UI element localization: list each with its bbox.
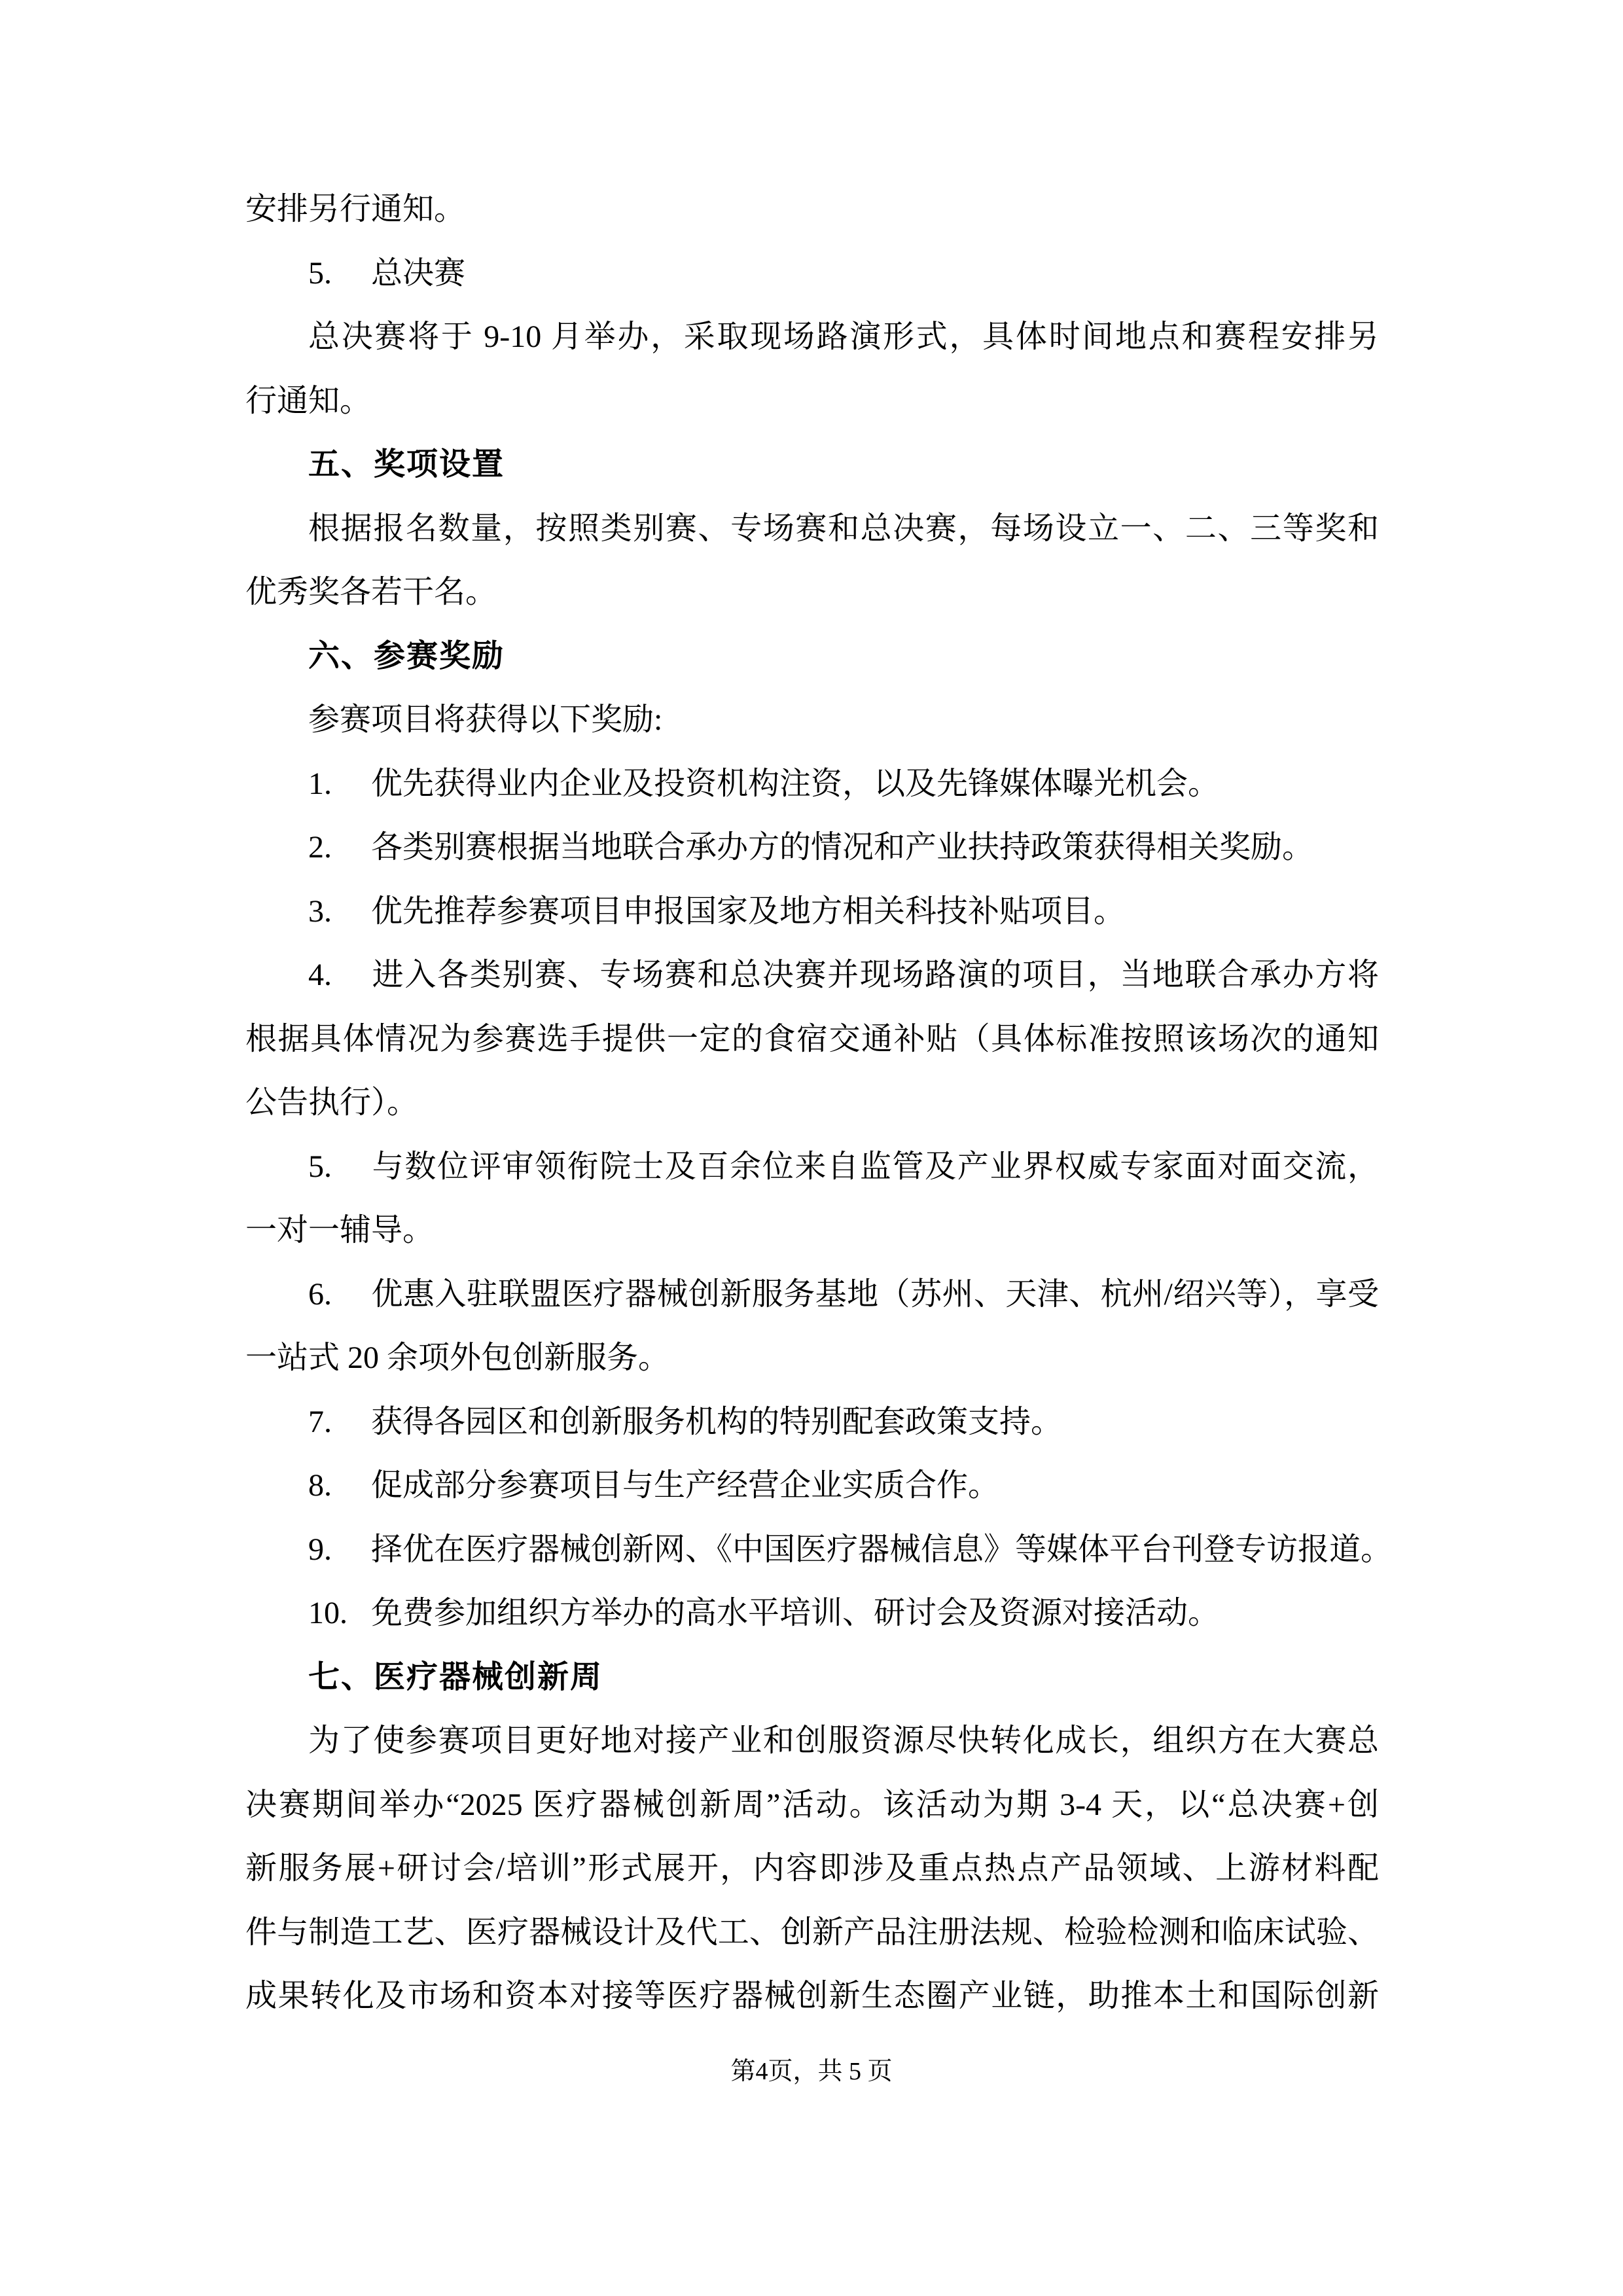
text-line — [245, 1390, 1379, 1454]
line-text: 优先获得业内企业及投资机构注资，以及先锋媒体曝光机会。 — [371, 766, 1220, 801]
line-text: 一站式 20 余项外包创新服务。 — [245, 1340, 670, 1375]
text-line — [245, 1709, 1379, 1773]
document-body — [245, 0, 1393, 2296]
list-number: 9. — [308, 1532, 332, 1567]
line-text: 进入各类别赛、专场赛和总决赛并现场路演的项目，当地联合承办方将 — [371, 958, 1379, 992]
section-heading — [245, 1645, 1379, 1710]
line-text: 促成部分参赛项目与生产经营企业实质合作。 — [371, 1468, 1000, 1503]
text-line — [245, 1901, 1379, 1965]
line-text: 优秀奖各若干名。 — [245, 575, 497, 609]
list-number: 3. — [308, 894, 332, 929]
line-text: 一对一辅导。 — [245, 1213, 435, 1247]
line-text: 优惠入驻联盟医疗器械创新服务基地（苏州、天津、杭州/绍兴等），享受 — [371, 1277, 1379, 1312]
line-text: 安排另行通知。 — [245, 192, 466, 226]
line-text: 参赛项目将获得以下奖励: — [308, 702, 663, 737]
text-line — [245, 1007, 1379, 1071]
page-footer: 第4页，共 5 页 — [730, 2058, 893, 2085]
line-text: 决赛期间举办“2025 医疗器械创新周”活动。该活动为期 3-4 天，以“总决赛+创 — [245, 1787, 1379, 1822]
text-line — [245, 752, 1379, 816]
text-line — [245, 1773, 1379, 1837]
text-line — [245, 1837, 1379, 1901]
section-heading — [245, 624, 1379, 689]
text-line — [245, 688, 1379, 752]
text-line — [245, 1198, 1379, 1263]
text-line — [245, 242, 1379, 306]
text-line — [245, 1263, 1379, 1327]
text-line — [245, 1964, 1379, 2028]
list-number: 5. — [308, 1149, 332, 1184]
list-number: 5. — [308, 256, 332, 291]
text-line — [245, 560, 1379, 624]
list-number: 10. — [308, 1596, 348, 1630]
line-text: 新服务展+研讨会/培训”形式展开，内容即涉及重点热点产品领域、上游材料配 — [245, 1851, 1379, 1886]
text-line — [245, 880, 1379, 944]
line-text: 七、医疗器械创新周 — [308, 1660, 603, 1695]
line-text: 总决赛 — [371, 256, 466, 291]
line-text: 根据报名数量，按照类别赛、专场赛和总决赛，每场设立一、二、三等奖和 — [308, 511, 1379, 546]
line-text: 六、参赛奖励 — [308, 639, 505, 673]
line-text: 件与制造工艺、医疗器械设计及代工、创新产品注册法规、检验检测和临床试验、 — [245, 1915, 1379, 1950]
text-line — [245, 177, 1379, 242]
line-text: 行通知。 — [245, 384, 372, 418]
text-line — [245, 1326, 1379, 1390]
text-line — [245, 1581, 1379, 1645]
line-text: 成果转化及市场和资本对接等医疗器械创新生态圈产业链，助推本土和国际创新 — [245, 1979, 1379, 2013]
list-number: 1. — [308, 766, 332, 801]
line-text: 为了使参赛项目更好地对接产业和创服资源尽快转化成长，组织方在大赛总 — [308, 1723, 1379, 1758]
list-number: 6. — [308, 1277, 332, 1312]
text-line — [245, 1071, 1379, 1135]
text-line — [245, 305, 1379, 369]
line-text: 优先推荐参赛项目申报国家及地方相关科技补贴项目。 — [371, 894, 1126, 929]
text-line — [245, 1454, 1379, 1518]
list-number: 7. — [308, 1405, 332, 1439]
line-text: 择优在医疗器械创新网、《中国医疗器械信息》等媒体平台刊登专访报道。 — [371, 1532, 1393, 1567]
line-text: 免费参加组织方举办的高水平培训、研讨会及资源对接活动。 — [371, 1596, 1220, 1630]
line-text: 与数位评审领衔院士及百余位来自监管及产业界权威专家面对面交流， — [371, 1149, 1379, 1184]
text-line — [245, 943, 1379, 1007]
list-number: 4. — [308, 958, 332, 992]
line-text: 各类别赛根据当地联合承办方的情况和产业扶持政策获得相关奖励。 — [371, 830, 1314, 865]
line-text: 总决赛将于 9-10 月举办，采取现场路演形式，具体时间地点和赛程安排另 — [308, 319, 1379, 354]
text-line — [245, 497, 1379, 561]
line-text: 获得各园区和创新服务机构的特别配套政策支持。 — [371, 1405, 1063, 1439]
line-text: 根据具体情况为参赛选手提供一定的食宿交通补贴（具体标准按照该场次的通知 — [245, 1022, 1379, 1056]
line-text: 五、奖项设置 — [308, 447, 505, 482]
text-line — [245, 1135, 1379, 1199]
text-line — [245, 369, 1379, 433]
text-line — [245, 816, 1379, 880]
section-heading — [245, 433, 1379, 497]
list-number: 8. — [308, 1468, 332, 1503]
line-text: 公告执行）。 — [245, 1085, 419, 1120]
list-number: 2. — [308, 830, 332, 865]
text-line — [245, 1518, 1393, 1582]
